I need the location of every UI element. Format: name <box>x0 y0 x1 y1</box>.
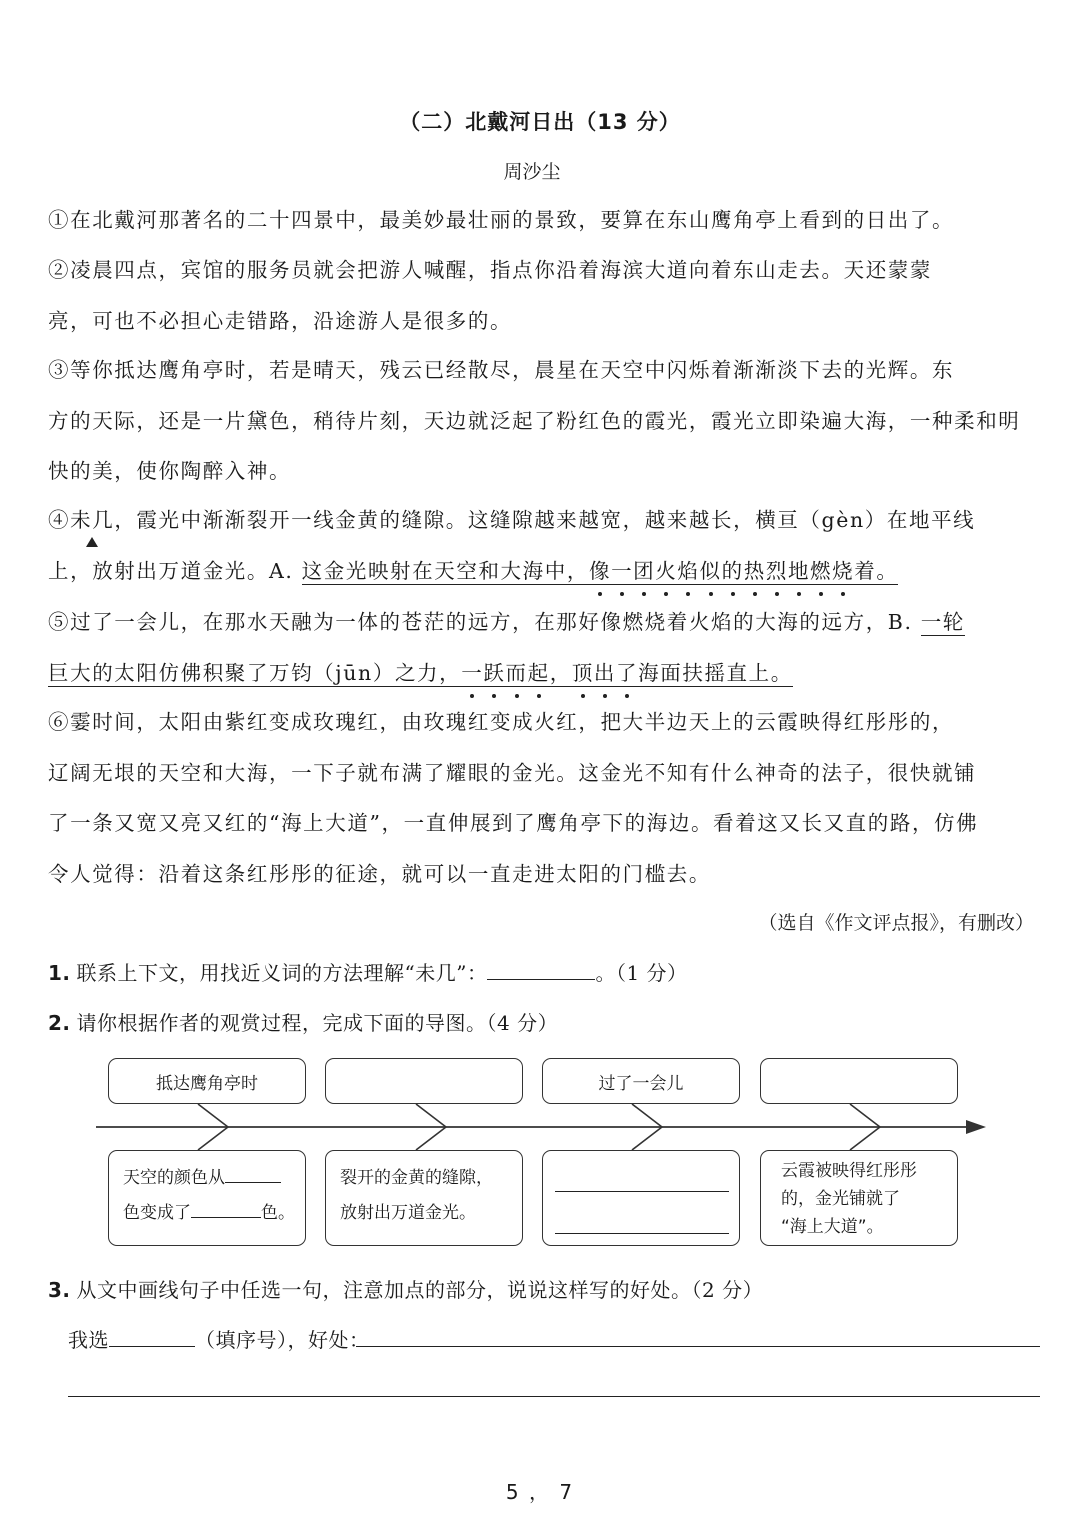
stage-box-3 <box>542 1058 740 1104</box>
question-3-choose-label: 我选 <box>68 1328 109 1352</box>
stage-1-label: 抵达鹰角亭时 <box>156 1073 258 1094</box>
sentence-b-end: 海面扶摇直上。 <box>638 661 793 685</box>
p4-number: ④ <box>48 508 71 532</box>
sentence-a-part-1: 这金光映射在天空和大海中， <box>301 559 589 583</box>
question-3-benefit-label: （填序号），好处： <box>195 1328 370 1352</box>
answer-blank-detail-3b[interactable] <box>555 1213 729 1234</box>
answer-blank-detail-3a[interactable] <box>555 1171 729 1192</box>
detail-2-line-1: 裂开的金黄的缝隙， <box>340 1168 493 1188</box>
detail-box-1 <box>108 1150 306 1246</box>
answer-blank-color-to[interactable] <box>191 1201 261 1218</box>
question-2-text: 请你根据作者的观赏过程，完成下面的导图。（4 分） <box>76 1011 559 1035</box>
paragraph-2-line-1: ②凌晨四点，宾馆的服务员就会把游人喊醒，指点你沿着海滨大道向着东山走去。天还蒙蒙 <box>48 258 932 282</box>
question-3-text: 从文中画线句子中任选一句，注意加点的部分，说说这样写的好处。（2 分） <box>76 1278 764 1302</box>
timeline-arrow-head <box>966 1120 986 1134</box>
detail-1-text-1: 天空的颜色从 <box>123 1168 225 1188</box>
paragraph-6-line-2: 辽阔无垠的天空和大海，一下子就布满了耀眼的金光。这金光不知有什么神奇的法子，很快就铺 <box>48 761 977 785</box>
question-1-number: 1. <box>48 961 71 985</box>
answer-blank-choice[interactable] <box>109 1326 195 1347</box>
answer-line-benefit-1[interactable] <box>356 1346 1040 1347</box>
marked-word-weiji: 未几 <box>70 508 115 532</box>
answer-blank-color-from[interactable] <box>225 1166 281 1183</box>
detail-1-text-2: 色变成了 <box>123 1203 191 1223</box>
paragraph-3-line-2: 方的天际，还是一片黛色，稍待片刻，天边就泛起了粉红色的霞光，霞光立即染遍大海，一种柔和明 <box>48 409 1021 433</box>
question-2-number: 2. <box>48 1011 71 1035</box>
paragraph-6-line-4: 令人觉得：沿着这条红彤彤的征途，就可以一直走进太阳的门槛去。 <box>48 862 711 886</box>
paragraph-3-line-3: 快的美，使你陶醉入神。 <box>48 459 292 483</box>
question-1-text: 联系上下文，用找近义词的方法理解“未几”： <box>76 961 488 985</box>
question-3-answer-line <box>68 1324 370 1353</box>
page-number: 5 ， 7 <box>505 1480 575 1504</box>
question-3 <box>48 1274 763 1303</box>
detail-box-4 <box>760 1150 958 1246</box>
detail-1-text-3: 色。 <box>261 1203 295 1223</box>
question-3-number: 3. <box>48 1278 71 1302</box>
paragraph-6-line-3: 了一条又宽又亮又红的“海上大道”，一直伸展到了鹰角亭下的海边。看着这又长又直的路，仿佛 <box>48 811 979 835</box>
paragraph-6-line-1: ⑥霎时间，太阳由紫红变成玫瑰红，由玫瑰红变成火红，把大半边天上的云霞映得红彤彤的， <box>48 710 955 734</box>
sentence-b-part-1: 巨大的太阳仿佛积聚了万钧（jūn）之力， <box>48 661 462 685</box>
p5-text: ⑤过了一会儿，在那水天融为一体的苍茫的远方，在那好像燃烧着火焰的大海的远方，B. <box>48 610 921 634</box>
detail-1-line-2 <box>123 1193 295 1233</box>
stage-3-label: 过了一会儿 <box>598 1073 684 1094</box>
sentence-b-start: 一轮 <box>920 610 965 634</box>
detail-4-line-3: “海上大道”。 <box>781 1217 884 1237</box>
stage-box-2-blank[interactable] <box>325 1058 523 1104</box>
detail-1-line-1 <box>123 1163 295 1193</box>
paragraph-1: ①在北戴河那著名的二十四景中，最美妙最壮丽的景致，要算在东山鹰角亭上看到的日出了。 <box>48 208 955 232</box>
sentence-b-dotted: 一跃而起，顶出了 <box>461 661 639 685</box>
stage-box-1 <box>108 1058 306 1104</box>
source-citation: （选自《作文评点报》，有删改） <box>758 912 1034 934</box>
author-name: 周沙尘 <box>503 161 561 183</box>
paragraph-3-line-1: ③等你抵达鹰角亭时，若是晴天，残云已经散尽，晨星在天空中闪烁着渐渐淡下去的光辉。东 <box>48 358 955 382</box>
stage-box-4-blank[interactable] <box>760 1058 958 1104</box>
sentence-a-end: 着。 <box>854 559 899 583</box>
detail-2-line-2: 放射出万道金光。 <box>340 1203 476 1223</box>
paragraph-2-line-2: 亮，可也不必担心走错路，沿途游人是很多的。 <box>48 309 513 333</box>
detail-box-3-blank <box>542 1150 740 1246</box>
p4-text: ，霞光中渐渐裂开一线金黄的缝隙。这缝隙越来越宽，越来越长，横亘（gèn）在地平线 <box>114 508 976 532</box>
answer-line-benefit-2[interactable] <box>68 1396 1040 1397</box>
detail-box-2 <box>325 1150 523 1246</box>
detail-4-line-2: 的，金光铺就了 <box>781 1189 900 1209</box>
question-1-tail: 。（1 分） <box>595 961 688 985</box>
sentence-a-dotted: 像一团火焰似的热烈地燃烧 <box>588 559 855 583</box>
passage-title: （二）北戴河日出（13 分） <box>399 110 681 134</box>
p4-lead: 上，放射出万道金光。A. <box>48 559 302 583</box>
detail-4-line-1: 云霞被映得红彤彤 <box>781 1161 917 1181</box>
